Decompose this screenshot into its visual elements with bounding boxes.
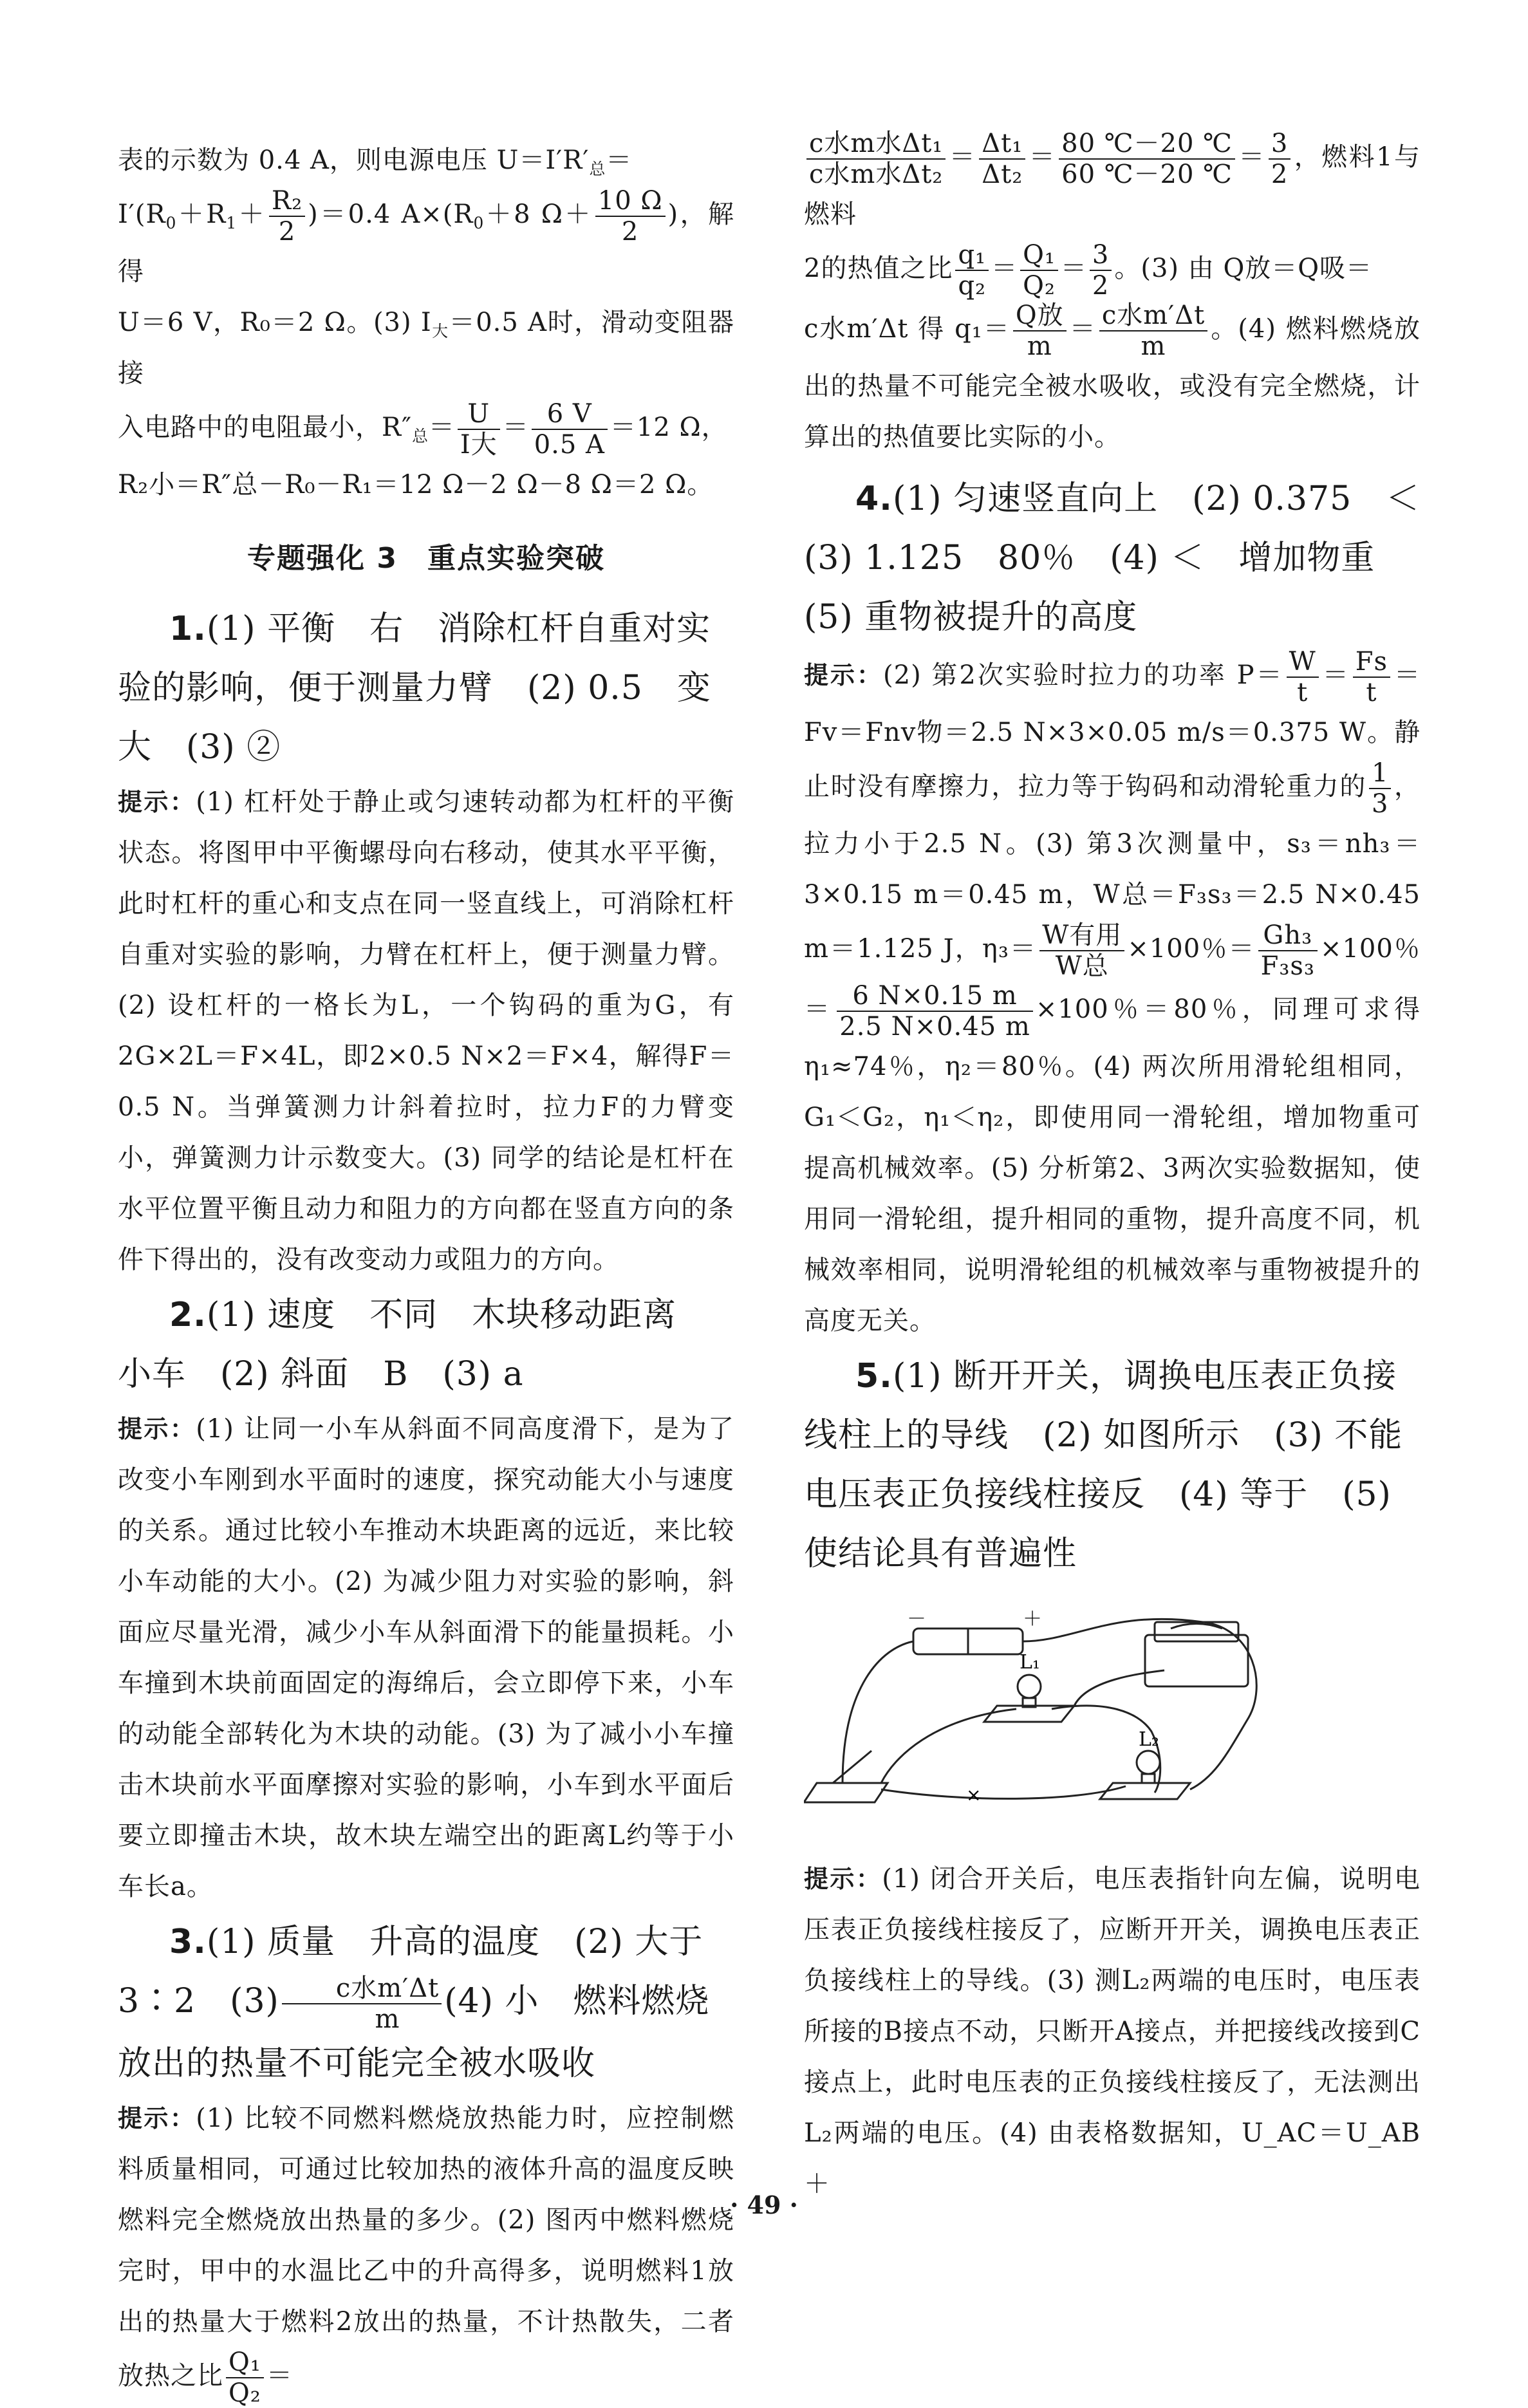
fraction: $\frac{\text{Gh₃}}{\text{F₃s₃}}$ <box>1258 920 1318 981</box>
question-5 <box>804 1347 1437 2210</box>
question-answer: (1) 质量 升高的温度 (2) 大于 3∶2 (3) <box>118 1923 738 2021</box>
fraction: $\frac{Fs}{t}$ <box>1353 647 1390 707</box>
fraction: $\frac{\text{q₁}}{\text{q₂}}$ <box>955 240 989 301</box>
tip-text: (1) 比较不同燃料燃烧放热能力时，应控制燃料质量相同，可通过比较加热的液体升高的温度反映燃料完全燃烧放出热量的多少。(2) 图丙中燃料燃烧完时，甲中的水温比乙中的升高得多，说明燃料1放出的热量大于燃料2放出的热量，不计热散失，二者放热之比 <box>118 2103 734 2391</box>
wire <box>881 1709 1016 1783</box>
wire <box>1190 1622 1256 1789</box>
tip-label: 提示： <box>118 2104 196 2133</box>
question-2 <box>118 1285 734 1912</box>
question-3: 3.(1) 质量 升高的温度 (2) 大于 3∶2 (3) $\frac{\text{c水m′Δt}}{m}$ (4) 小 燃料燃烧放出的热量不可能完全被水吸收 提示：(1) 比较不同燃料燃烧放热能力时，应控制燃料质量相同，可通过比较加热的液体升高的温度反映燃料完全燃烧放出热量的多少。(2) 图丙中燃料燃烧完时，甲中的水温比乙中的升高得多，说明燃料1放出的热量大于燃料2放出的热量，不计热散失，二者放热之比 $\frac{\text{Q₁}}{\text{Q₂}}$ ＝ <box>118 1923 738 2408</box>
wire <box>881 1786 1126 1798</box>
voltmeter <box>1145 1635 1248 1686</box>
tip-text: (1) 让同一小车从斜面不同高度滑下，是为了改变小车刚到水平面时的速度，探究动能大小与速度的关系。通过比较小车推动木块距离的远近，来比较小车动能的大小。(2) 为减少阻力对实验的影响，斜面应尽量光滑，减少小车从斜面滑下的能量损耗。小车撞到木块前面固定的海绵后，会立即停下来，小车的动能全部转化为木块的动能。(3) 为了减小小车撞击木块前水平面摩擦对实验的影响，小车到水平面后要立即撞击木块，故木块左端空出的距离L约等于小车长a。 <box>118 1414 734 1901</box>
question-answer: (1) 匀速竖直向上 (2) 0.375 ＜ (3) 1.125 80％ (4) ＜ 增加物重 (5) 重物被提升的高度 <box>804 480 1455 637</box>
q3-continuation: $\frac{\text{c水m水Δt₁}}{\text{c水m水Δt₂}}$ ＝ $\frac{\text{Δt₁}}{\text{Δt₂}}$ ＝ $\frac{80 ℃-20 ℃}{60 ℃-20 ℃}$ ＝ $\frac{3}{2}$ ，燃料1与燃料 2的热值之比 $\frac{\text{q₁}}{\text{q₂}}$ ＝ $\frac{\text{Q₁}}{\text{Q₂}}$ ＝ $\frac{3}{2}$ 。(3) 由 Q放＝Q吸＝ c水m′Δt 得 q₁＝ $\frac{\text{Q放}}{m}$ ＝ $\frac{\text{c水m′Δt}}{m}$ 。(4) 燃料燃烧放出的热量不可能完全被水吸收，或没有完全燃烧，计算出的热值要比实际的小。 <box>804 129 1421 452</box>
fraction: $\frac{6 V}{0.5 A}$ <box>532 399 608 460</box>
fraction: $\frac{W}{t}$ <box>1287 647 1319 707</box>
fraction: $\frac{\text{c水m′Δt}}{m}$ <box>282 1974 442 2034</box>
tip-text: (1) 杠杆处于静止或匀速转动都为杠杆的平衡状态。将图甲中平衡螺母向右移动，使其水平平衡，此时杠杆的重心和支点在同一竖直线上，可消除杠杆自重对实验的影响，力臂在杠杆上，便于测量力臂。(2) 设杠杆的一格长为L，一个钩码的重为G，有2G×2L＝F×4L，即2×0.5 N×2＝F×4，解得F＝0.5 N。当弹簧测力计斜着拉时，拉力F的力臂变小，弹簧测力计示数变大。(3) 同学的结论是杠杆在水平位置平衡且动力和阻力的方向都在竖直方向的条件下得出的，没有改变动力或阻力的方向。 <box>118 787 734 1274</box>
circuit-figure <box>804 1609 1421 1841</box>
right-column <box>804 129 1455 2210</box>
question-answer: (1) 速度 不同 木块移动距离 小车 (2) 斜面 B (3) a <box>118 1296 711 1394</box>
bulb-l2-base <box>1100 1783 1190 1799</box>
fraction: $\frac{10 \Omega}{2}$ <box>595 186 666 247</box>
question-1 <box>118 599 734 1285</box>
wire <box>1074 1670 1164 1706</box>
fraction: $\frac{3}{2}$ <box>1269 129 1290 189</box>
label-l1: L₁ <box>1020 1651 1040 1674</box>
question-number: 3. <box>169 1923 207 1961</box>
fraction: $\frac{\text{Q₁}}{\text{Q₂}}$ <box>1020 240 1058 301</box>
question-number: 1. <box>169 610 207 648</box>
fraction: $\frac{1}{3}$ <box>1369 758 1391 819</box>
fraction: $\frac{U}{\text{I大}}$ <box>458 399 500 460</box>
fraction: $\frac{3}{2}$ <box>1090 240 1112 301</box>
question-number: 5. <box>855 1357 893 1395</box>
circuit-diagram <box>804 1609 1421 1841</box>
section-heading: 专题强化 3 重点实验突破 <box>247 542 605 575</box>
fraction: $\frac{\text{Δt₁}}{\text{Δt₂}}$ <box>979 129 1025 189</box>
fraction: $\frac{\text{Q放}}{m}$ <box>1013 301 1067 361</box>
tip-label: 提示： <box>118 788 196 816</box>
question-answer-cont: (4) 小 燃料燃烧放出的热量不可能完全被水吸收 <box>118 1982 710 2083</box>
wire <box>843 1641 913 1783</box>
fraction: $\frac{\text{c水m′Δt}}{m}$ <box>1099 301 1207 361</box>
question-number: 4. <box>855 480 893 518</box>
fraction: $\frac{6 N\times 0.15 m}{2.5 N\times 0.45 m}$ <box>837 981 1033 1041</box>
fraction: $\frac{80 ℃-20 ℃}{60 ℃-20 ℃}$ <box>1059 129 1235 189</box>
question-answer: (1) 断开开关，调换电压表正负接线柱上的导线 (2) 如图所示 (3) 不能 电压表正负接线柱接反 (4) 等于 (5) 使结论具有普遍性 <box>804 1357 1437 1573</box>
question-number: 2. <box>169 1296 207 1334</box>
left-column <box>118 135 738 2408</box>
fraction: $\frac{\text{Q₁}}{\text{Q₂}}$ <box>226 2347 264 2408</box>
bulb-l1 <box>1018 1675 1041 1698</box>
battery-plus-label: ＋ <box>1023 1609 1042 1630</box>
bulb-l2 <box>1137 1751 1160 1774</box>
fraction: $\frac{\text{R₂}}{2}$ <box>269 186 305 247</box>
tip-label: 提示： <box>804 661 884 689</box>
tip-label: 提示： <box>118 1415 196 1443</box>
tip-text: (1) 闭合开关后，电压表指针向左偏，说明电压表正负接线柱接反了，应断开开关，调换电压表正负接线柱上的导线。(3) 测L₂两端的电压时，电压表所接的B接点不动，只断开A接点，并把接线改接到C接点上，此时电压表的正负接线柱接反了，无法测出L₂两端的电压。(4) 由表格数据知，U_AC＝U_AB＋ <box>804 1864 1421 2199</box>
fraction: $\frac{\text{c水m水Δt₁}}{\text{c水m水Δt₂}}$ <box>806 129 946 189</box>
question-4: 4.(1) 匀速竖直向上 (2) 0.375 ＜ (3) 1.125 80％ (4) ＜ 增加物重 (5) 重物被提升的高度 提示：(2) 第2次实验时拉力的功率 P＝ $\frac{W}{t}$ ＝ $\frac{Fs}{t}$ ＝Fv＝Fnv物＝2.5 N×3×0.05 m/s＝0.375 W。静止时没有摩擦力，拉力等于钩码和动滑轮重力的 $\frac{1}{3}$ ，拉力小于2.5 N。(3) 第3次测量中，s₃＝nh₃＝3×0.15 m＝0.45 m，W总＝F₃s₃＝2.5 N×0.45 m＝1.125 J，η₃＝ $\frac{\text{W有用}}{\text{W总}}$ ×100％＝ $\frac{\text{Gh₃}}{\text{F₃s₃}}$ ×100％＝ $\frac{6 N\times 0.15 m}{2.5 N\times 0.45 m}$ ×100％＝80％，同理可求得 η₁≈74％，η₂＝80％。(4) 两次所用滑轮组相同，G₁＜G₂，η₁＜η₂，即使用同一滑轮组，增加物重可提高机械效率。(5) 分析第2、3两次实验数据知，使用同一滑轮组，提升相同的重物，提升高度不同，机械效率相同，说明滑轮组的机械效率与重物被提升的高度无关。 <box>804 480 1455 1336</box>
fraction: $\frac{\text{W有用}}{\text{W总}}$ <box>1039 920 1124 981</box>
label-l2: L₂ <box>1139 1728 1159 1751</box>
intro-continuation: 表的示数为 0.4 A，则电源电压 $U=I'R'_总=$ $I'(R_0+R_1+$ $\frac{\text{R₂}}{2}$ )＝0.4 $A\times(R_0+8$ Ω＋ $\frac{10 \Omega}{2}$ )，解得 U＝6 V，R₀＝2 Ω。(3) $I_大=0.5$ A时，滑动变阻器接 入电路中的电阻最小，$R''_总=$ $\frac{U}{\text{I大}}$ ＝ $\frac{6 V}{0.5 A}$ ＝12 Ω， R₂小＝R″总－R₀－R₁＝12 Ω－2 Ω－8 Ω＝2 Ω。 <box>118 145 735 499</box>
switch <box>804 1783 888 1802</box>
tip-label: 提示： <box>804 1865 882 1893</box>
battery-minus-label: － <box>907 1609 926 1630</box>
wire-cross-mark: × <box>966 1784 982 1806</box>
question-answer: (1) 平衡 右 消除杠杆自重对实验的影响，便于测量力臂 (2) 0.5 变大 (3) ② <box>118 610 711 767</box>
page-number: · 49 · <box>730 2190 798 2219</box>
